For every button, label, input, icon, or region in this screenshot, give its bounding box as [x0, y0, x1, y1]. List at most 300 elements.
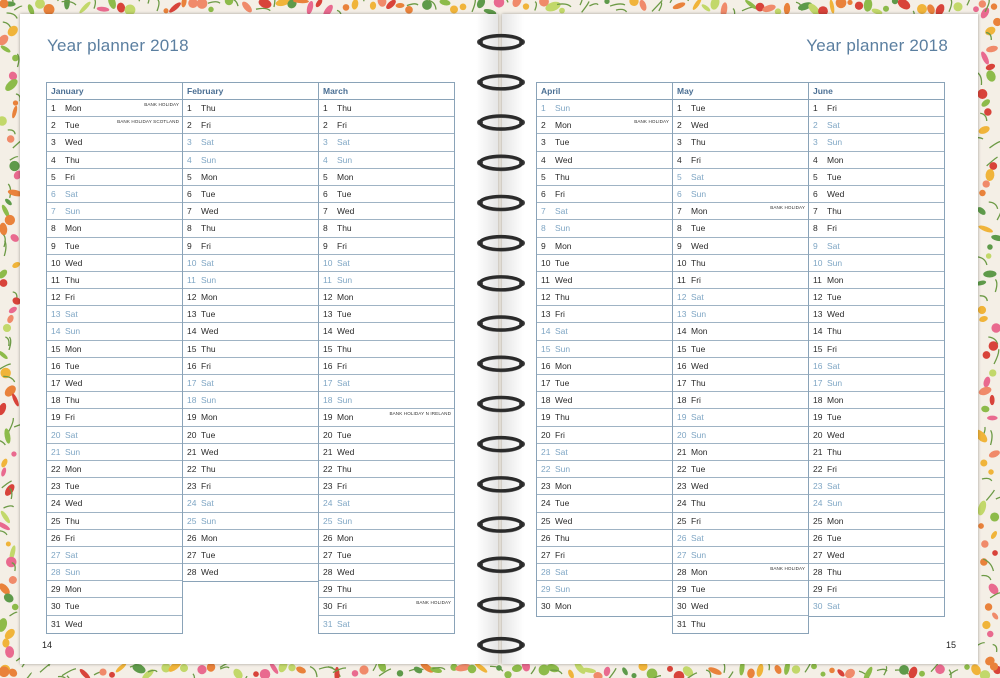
month-column	[808, 82, 945, 617]
day-row[interactable]	[673, 117, 808, 134]
day-row[interactable]	[673, 444, 808, 461]
weekday-name: Sat	[65, 188, 78, 199]
day-row[interactable]	[183, 152, 318, 169]
day-number: 21	[187, 446, 197, 457]
weekday-name: Tue	[65, 601, 80, 612]
month-header: May	[673, 83, 808, 100]
day-row[interactable]	[47, 495, 182, 512]
day-row[interactable]	[183, 100, 318, 117]
day-row[interactable]	[47, 238, 182, 255]
day-row[interactable]	[47, 513, 182, 530]
weekday-name: Mon	[337, 292, 354, 303]
day-row[interactable]	[809, 152, 944, 169]
day-number: 7	[51, 206, 56, 217]
month-header: March	[319, 83, 454, 100]
day-row[interactable]	[537, 238, 672, 255]
weekday-name: Sat	[337, 378, 350, 388]
day-row[interactable]	[183, 478, 318, 495]
binding-ring	[477, 397, 525, 412]
day-row[interactable]	[47, 375, 182, 392]
weekday-name: Fri	[337, 481, 347, 492]
day-number: 5	[323, 171, 328, 182]
day-number: 24	[677, 498, 687, 509]
day-row[interactable]	[673, 375, 808, 392]
day-row[interactable]	[809, 341, 944, 358]
day-row[interactable]	[809, 323, 944, 340]
day-row[interactable]	[47, 169, 182, 186]
day-row[interactable]	[537, 203, 672, 220]
weekday-name: Fri	[337, 240, 347, 251]
day-row[interactable]	[319, 238, 454, 255]
day-row[interactable]	[673, 323, 808, 340]
month-column	[536, 82, 673, 617]
weekday-name: Sun	[337, 274, 353, 285]
day-row[interactable]	[673, 289, 808, 306]
day-number: 30	[677, 601, 687, 612]
day-row[interactable]	[183, 186, 318, 203]
day-row[interactable]	[183, 117, 318, 134]
day-row[interactable]	[673, 513, 808, 530]
day-row[interactable]	[809, 375, 944, 392]
day-row[interactable]	[537, 427, 672, 444]
weekday-name: Tue	[201, 429, 216, 440]
weekday-name: Mon	[555, 360, 572, 371]
weekday-name: Wed	[201, 446, 219, 457]
day-number: 14	[187, 326, 197, 337]
day-number: 11	[187, 274, 196, 285]
day-row[interactable]	[673, 169, 808, 186]
day-row[interactable]	[47, 598, 182, 615]
day-row[interactable]	[673, 409, 808, 426]
day-number: 13	[323, 309, 333, 320]
day-number: 20	[51, 429, 61, 440]
binding-ring	[477, 518, 525, 533]
day-number: 28	[187, 567, 197, 578]
weekday-name: Sun	[337, 154, 353, 165]
day-number: 1	[541, 103, 546, 113]
day-row[interactable]	[537, 513, 672, 530]
weekday-name: Tue	[691, 223, 706, 234]
binding-ring	[477, 317, 525, 332]
weekday-name: Fri	[337, 360, 347, 371]
day-row[interactable]	[183, 495, 318, 512]
day-row[interactable]	[809, 547, 944, 564]
day-row[interactable]	[537, 444, 672, 461]
day-row[interactable]	[537, 169, 672, 186]
day-row[interactable]	[537, 117, 672, 134]
day-row[interactable]	[809, 100, 944, 117]
day-row[interactable]	[673, 238, 808, 255]
day-row[interactable]	[809, 169, 944, 186]
day-row[interactable]	[319, 134, 454, 151]
day-number: 4	[323, 154, 328, 165]
day-row[interactable]	[673, 581, 808, 598]
day-row[interactable]	[183, 564, 318, 581]
weekday-name: Sun	[337, 395, 353, 406]
day-row[interactable]	[319, 598, 454, 615]
weekday-name: Thu	[201, 223, 216, 234]
weekday-name: Fri	[827, 584, 837, 595]
day-number: 12	[541, 292, 551, 303]
weekday-name: Sun	[691, 429, 707, 440]
day-row[interactable]	[537, 478, 672, 495]
day-row[interactable]	[183, 375, 318, 392]
day-row[interactable]	[319, 341, 454, 358]
day-row[interactable]	[47, 478, 182, 495]
weekday-name: Sun	[691, 549, 707, 560]
day-row[interactable]	[183, 530, 318, 547]
day-number: 14	[323, 326, 333, 337]
day-row[interactable]	[183, 444, 318, 461]
day-row[interactable]	[537, 495, 672, 512]
day-number: 13	[677, 309, 687, 320]
weekday-name: Tue	[691, 463, 706, 474]
day-row[interactable]	[47, 306, 182, 323]
day-row[interactable]	[673, 203, 808, 220]
day-row[interactable]	[319, 427, 454, 444]
day-number: 5	[187, 171, 192, 182]
day-number: 12	[813, 292, 823, 303]
day-row[interactable]	[319, 203, 454, 220]
day-row[interactable]	[673, 530, 808, 547]
day-row[interactable]	[183, 323, 318, 340]
day-row[interactable]	[319, 409, 454, 426]
weekday-name: Sun	[827, 378, 843, 388]
binding-ring	[477, 277, 525, 292]
day-number: 6	[813, 188, 818, 199]
day-number: 16	[813, 360, 823, 371]
day-number: 26	[541, 532, 551, 543]
day-number: 13	[541, 309, 551, 320]
day-row[interactable]	[673, 616, 808, 633]
day-row[interactable]	[47, 581, 182, 598]
day-row[interactable]	[47, 152, 182, 169]
day-row[interactable]	[809, 478, 944, 495]
day-number: 7	[187, 206, 192, 217]
day-row[interactable]	[183, 358, 318, 375]
day-number: 18	[187, 395, 197, 406]
day-row[interactable]	[319, 255, 454, 272]
day-number: 16	[541, 360, 551, 371]
day-row[interactable]	[319, 513, 454, 530]
day-row[interactable]	[319, 358, 454, 375]
day-row[interactable]	[319, 375, 454, 392]
day-row[interactable]	[809, 461, 944, 478]
day-row[interactable]	[809, 409, 944, 426]
day-row[interactable]	[47, 461, 182, 478]
day-row[interactable]	[673, 152, 808, 169]
day-row[interactable]	[809, 117, 944, 134]
day-row[interactable]	[47, 186, 182, 203]
day-row[interactable]	[319, 100, 454, 117]
weekday-name: Sat	[691, 412, 704, 423]
day-row[interactable]	[47, 272, 182, 289]
day-number: 24	[323, 498, 333, 509]
day-row[interactable]	[183, 306, 318, 323]
day-row[interactable]	[183, 134, 318, 151]
day-number: 18	[813, 395, 823, 406]
day-row[interactable]	[537, 530, 672, 547]
day-row[interactable]	[47, 444, 182, 461]
day-row[interactable]	[537, 134, 672, 151]
left-page	[20, 14, 498, 664]
day-number: 20	[541, 429, 551, 440]
weekday-name: Sat	[337, 498, 350, 509]
day-row[interactable]	[183, 547, 318, 564]
spiral-binding-icon	[466, 0, 536, 678]
day-number: 2	[187, 120, 192, 131]
weekday-name: Tue	[555, 378, 570, 388]
day-row[interactable]	[537, 564, 672, 581]
day-row[interactable]	[319, 169, 454, 186]
day-number: 23	[813, 481, 823, 492]
day-row[interactable]	[47, 427, 182, 444]
day-row[interactable]	[47, 323, 182, 340]
day-row[interactable]	[673, 427, 808, 444]
day-row[interactable]	[537, 409, 672, 426]
day-row[interactable]	[809, 289, 944, 306]
day-row[interactable]	[47, 530, 182, 547]
weekday-name: Fri	[201, 481, 211, 492]
day-number: 27	[187, 549, 197, 560]
binding-ring	[477, 237, 525, 252]
day-number: 27	[323, 549, 333, 560]
day-row[interactable]	[809, 358, 944, 375]
day-row[interactable]	[47, 220, 182, 237]
day-row[interactable]	[537, 323, 672, 340]
weekday-name: Wed	[555, 274, 573, 285]
day-number: 17	[323, 378, 333, 388]
day-row[interactable]	[47, 616, 182, 633]
day-row[interactable]	[537, 306, 672, 323]
weekday-name: Mon	[827, 274, 844, 285]
day-row[interactable]	[319, 444, 454, 461]
day-row[interactable]	[809, 392, 944, 409]
day-row[interactable]	[47, 392, 182, 409]
day-row[interactable]	[673, 598, 808, 615]
day-row[interactable]	[47, 255, 182, 272]
day-row[interactable]	[809, 238, 944, 255]
day-row[interactable]	[809, 444, 944, 461]
day-row[interactable]	[537, 375, 672, 392]
day-row[interactable]	[809, 255, 944, 272]
day-row[interactable]	[537, 461, 672, 478]
day-number: 2	[677, 120, 682, 131]
day-number: 30	[51, 601, 61, 612]
day-row[interactable]	[809, 598, 944, 615]
day-row[interactable]	[673, 134, 808, 151]
day-number: 8	[813, 223, 818, 234]
day-row[interactable]	[537, 358, 672, 375]
day-row[interactable]	[537, 255, 672, 272]
day-row[interactable]	[537, 289, 672, 306]
day-row[interactable]	[319, 564, 454, 581]
day-row[interactable]	[319, 323, 454, 340]
day-number: 31	[677, 618, 687, 629]
day-row[interactable]	[183, 409, 318, 426]
day-number: 13	[813, 309, 823, 320]
day-number: 27	[813, 549, 823, 560]
day-number: 23	[187, 481, 197, 492]
day-row[interactable]	[809, 272, 944, 289]
day-row[interactable]	[809, 427, 944, 444]
day-number: 30	[813, 601, 823, 612]
day-row[interactable]	[809, 564, 944, 581]
day-row[interactable]	[673, 358, 808, 375]
day-row[interactable]	[47, 341, 182, 358]
weekday-name: Thu	[555, 412, 570, 423]
day-row[interactable]	[183, 513, 318, 530]
day-number: 5	[677, 171, 682, 182]
weekday-name: Tue	[555, 137, 570, 148]
day-number: 4	[51, 154, 56, 165]
day-row[interactable]	[673, 392, 808, 409]
day-number: 4	[541, 154, 546, 165]
day-row[interactable]	[319, 117, 454, 134]
day-number: 17	[677, 378, 687, 388]
day-row[interactable]	[809, 203, 944, 220]
day-row[interactable]	[47, 289, 182, 306]
day-row[interactable]	[319, 461, 454, 478]
day-row[interactable]	[319, 530, 454, 547]
day-row[interactable]	[809, 186, 944, 203]
day-number: 8	[323, 223, 328, 234]
day-row[interactable]	[537, 547, 672, 564]
day-row[interactable]	[183, 203, 318, 220]
binding-ring	[477, 116, 525, 130]
day-row[interactable]	[319, 616, 454, 633]
weekday-name: Wed	[827, 309, 845, 320]
day-row[interactable]	[47, 358, 182, 375]
day-number: 19	[187, 412, 197, 423]
day-row[interactable]	[673, 461, 808, 478]
day-number: 6	[187, 188, 192, 199]
weekday-name: Mon	[555, 601, 572, 612]
day-row[interactable]	[183, 289, 318, 306]
day-row[interactable]	[319, 478, 454, 495]
binding-ring	[477, 438, 525, 453]
day-row[interactable]	[673, 495, 808, 512]
day-row[interactable]	[47, 203, 182, 220]
day-row[interactable]	[319, 186, 454, 203]
weekday-name: Sat	[201, 378, 214, 388]
day-row[interactable]	[673, 255, 808, 272]
day-row[interactable]	[183, 427, 318, 444]
holiday-note: BANK HOLIDAY	[416, 600, 451, 606]
day-row[interactable]	[537, 341, 672, 358]
day-row[interactable]	[673, 478, 808, 495]
day-row[interactable]	[809, 581, 944, 598]
day-row[interactable]	[809, 530, 944, 547]
day-row[interactable]	[809, 495, 944, 512]
day-row[interactable]	[537, 598, 672, 615]
day-row[interactable]	[47, 547, 182, 564]
weekday-name: Tue	[691, 103, 706, 113]
day-number: 9	[541, 240, 546, 251]
day-number: 25	[677, 515, 687, 526]
day-number: 13	[51, 309, 61, 320]
day-row[interactable]	[537, 152, 672, 169]
day-row[interactable]	[673, 100, 808, 117]
weekday-name: Wed	[65, 137, 83, 148]
weekday-name: Fri	[65, 412, 75, 423]
day-row[interactable]	[319, 547, 454, 564]
weekday-name: Mon	[691, 446, 708, 457]
day-row[interactable]	[809, 134, 944, 151]
day-row[interactable]	[183, 392, 318, 409]
day-number: 21	[323, 446, 333, 457]
weekday-name: Tue	[827, 292, 842, 303]
day-row[interactable]	[319, 272, 454, 289]
day-row[interactable]	[537, 392, 672, 409]
day-row[interactable]	[319, 220, 454, 237]
day-number: 9	[813, 240, 818, 251]
day-row[interactable]	[183, 220, 318, 237]
day-row[interactable]	[47, 117, 182, 134]
day-row[interactable]	[809, 220, 944, 237]
day-row[interactable]	[537, 581, 672, 598]
day-row[interactable]	[183, 461, 318, 478]
weekday-name: Thu	[691, 618, 706, 629]
binding-ring	[477, 196, 525, 211]
weekday-name: Tue	[65, 360, 80, 371]
weekday-name: Tue	[691, 343, 706, 354]
weekday-name: Wed	[827, 429, 845, 440]
binding-ring	[477, 558, 525, 573]
day-row[interactable]	[673, 564, 808, 581]
day-row[interactable]	[673, 306, 808, 323]
day-number: 19	[813, 412, 823, 423]
day-row[interactable]	[183, 169, 318, 186]
day-row[interactable]	[319, 306, 454, 323]
day-row[interactable]	[809, 306, 944, 323]
day-number: 11	[541, 274, 550, 285]
day-row[interactable]	[673, 272, 808, 289]
day-row[interactable]	[673, 220, 808, 237]
day-row[interactable]	[319, 289, 454, 306]
day-row[interactable]	[47, 409, 182, 426]
day-row[interactable]	[47, 134, 182, 151]
day-row[interactable]	[809, 513, 944, 530]
weekday-name: Sat	[555, 326, 568, 337]
day-row[interactable]	[183, 238, 318, 255]
day-number: 11	[323, 274, 332, 285]
day-number: 26	[51, 532, 61, 543]
day-number: 11	[813, 274, 822, 285]
day-number: 24	[51, 498, 61, 509]
day-row[interactable]	[47, 564, 182, 581]
day-number: 19	[51, 412, 61, 423]
day-number: 6	[51, 188, 56, 199]
weekday-name: Wed	[337, 206, 355, 217]
day-row[interactable]	[537, 220, 672, 237]
day-number: 12	[187, 292, 197, 303]
weekday-name: Thu	[827, 567, 842, 578]
day-number: 30	[323, 601, 333, 612]
day-row[interactable]	[319, 495, 454, 512]
weekday-name: Sun	[827, 257, 843, 268]
day-row[interactable]	[183, 341, 318, 358]
day-row[interactable]	[537, 272, 672, 289]
day-row[interactable]	[673, 341, 808, 358]
months-grid-left	[46, 82, 454, 634]
day-row[interactable]	[183, 255, 318, 272]
day-row[interactable]	[183, 272, 318, 289]
day-row[interactable]	[537, 186, 672, 203]
day-row[interactable]	[319, 152, 454, 169]
day-number: 17	[187, 378, 197, 388]
weekday-name: Wed	[827, 188, 845, 199]
